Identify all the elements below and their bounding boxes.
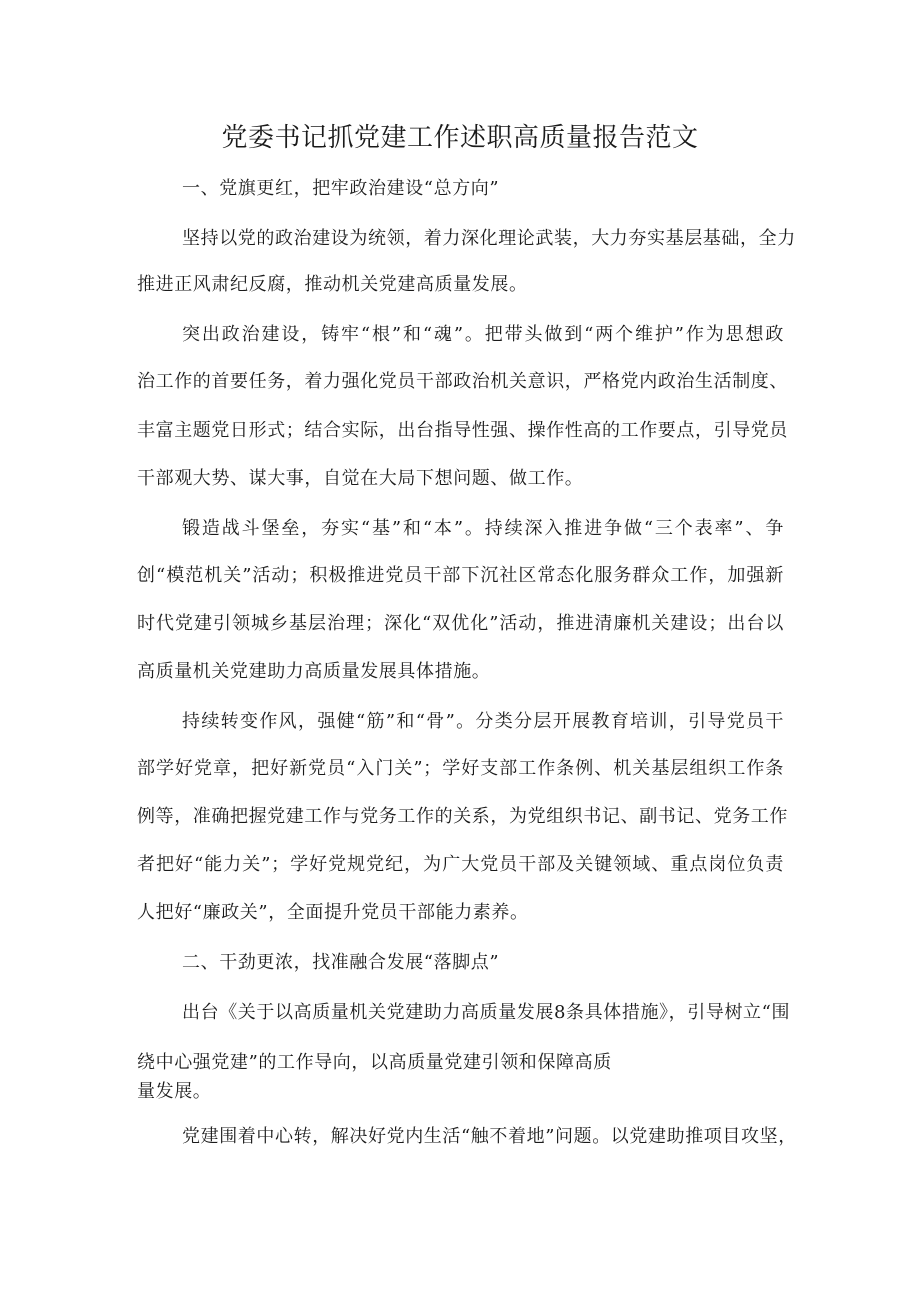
paragraph-line: 部学好党章，把好新党员“入门关”；学好支部工作条例、机关基层组织工作条 [137, 758, 784, 779]
paragraph-line: 例等，准确把握党建工作与党务工作的关系，为党组织书记、副书记、党务工作 [137, 806, 788, 827]
paragraph-line: 锻造战斗堡垒，夯实“基”和“本”。持续深入推进争做“三个表率”、争 [182, 518, 784, 539]
paragraph-line: 者把好“能力关”；学好党规党纪，为广大党员干部及关键领域、重点岗位负责 [137, 854, 784, 875]
paragraph-line: 治工作的首要任务，着力强化党员干部政治机关意识，严格党内政治生活制度、 [137, 371, 788, 392]
document-title: 党委书记抓党建工作述职高质量报告范文 [221, 123, 699, 153]
paragraph-line: 丰富主题党日形式；结合实际，出台指导性强、操作性高的工作要点，引导党员 [137, 420, 788, 441]
section-heading: 一、党旗更红，把牢政治建设“总方向” [182, 178, 500, 199]
paragraph-line: 坚持以党的政治建设为统领，着力深化理论武装，大力夯实基层基础，全力 [182, 228, 796, 249]
paragraph-line: 高质量机关党建助力高质量发展具体措施。 [137, 661, 491, 682]
paragraph-line: 时代党建引领城乡基层治理；深化“双优化”活动，推进清廉机关建设；出台以 [137, 613, 784, 634]
paragraph-line: 突出政治建设，铸牢“根”和“魂”。把带头做到“两个维护”作为思想政 [182, 324, 784, 345]
paragraph-line: 推进正风肃纪反腐，推动机关党建高质量发展。 [137, 274, 528, 295]
paragraph-line: 干部观大势、谋大事，自觉在大局下想问题、做工作。 [137, 468, 584, 489]
paragraph-line: 量发展。 [137, 1081, 212, 1102]
paragraph-line: 绕中心强党建”的工作导向，以高质量党建引领和保障高质 [137, 1052, 612, 1073]
paragraph-line: 人把好“廉政关”，全面提升党员干部能力素养。 [137, 902, 529, 923]
section-heading: 二、干劲更浓，找准融合发展“落脚点” [182, 952, 500, 973]
paragraph-line: 出台《关于以高质量机关党建助力高质量发展8条具体措施》，引导树立“围 [182, 1002, 791, 1023]
paragraph-line: 持续转变作风，强健“筋”和“骨”。分类分层开展教育培训，引导党员干 [182, 711, 784, 732]
paragraph-line: 创“模范机关”活动；积极推进党员干部下沉社区常态化服务群众工作，加强新 [137, 565, 784, 586]
paragraph-line: 党建围着中心转，解决好党内生活“触不着地”问题。以党建助推项目攻坚， [182, 1126, 797, 1147]
